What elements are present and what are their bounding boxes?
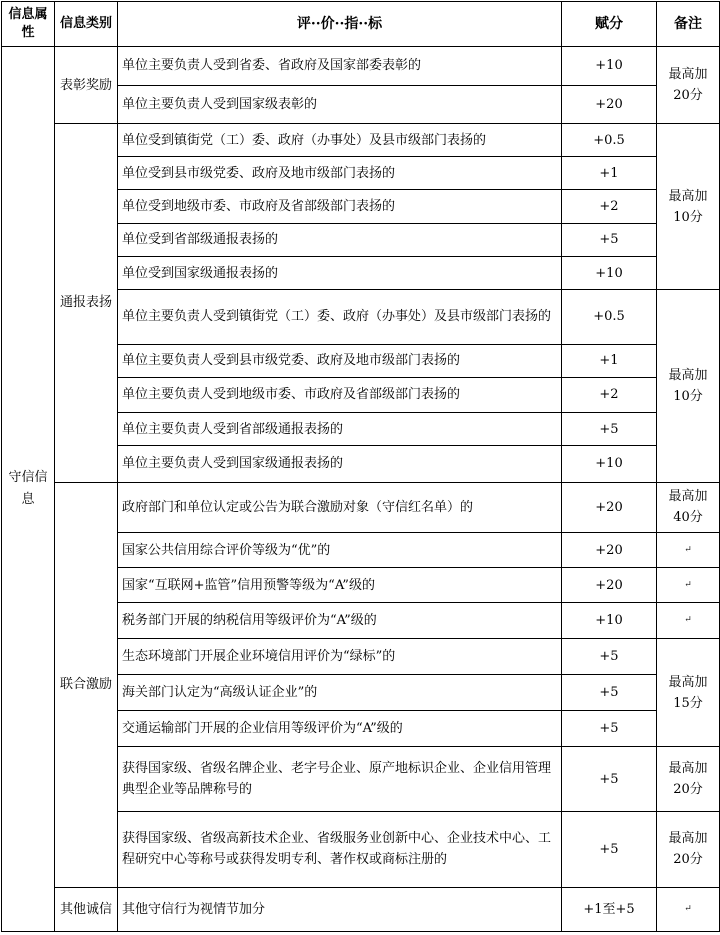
score-cell: +5 [562,638,657,674]
criteria-cell: 单位主要负责人受到国家级表彰的 [118,85,562,123]
header-score: 赋分 [562,2,657,47]
score-cell: +2 [562,190,657,223]
header-row [2,2,720,47]
note-max10-unit: 最高加10分 [657,123,720,289]
header-category: 信息类别 [55,2,118,47]
table-row [2,887,720,931]
criteria-cell: 海关部门认定为“高级认证企业”的 [118,674,562,710]
category-commend: 表彰奖励 [55,47,118,124]
table-row [2,123,720,156]
score-cell: +10 [562,446,657,482]
criteria-cell: 生态环境部门开展企业环境信用评价为“绿标”的 [118,638,562,674]
criteria-cell: 单位受到国家级通报表扬的 [118,256,562,289]
score-cell: +1 [562,157,657,190]
score-cell: +10 [562,256,657,289]
note-max20-commend: 最高加20分 [657,47,720,124]
score-cell: +5 [562,711,657,747]
table-row [2,47,720,85]
header-note: 备注 [657,2,720,47]
score-cell: +20 [562,532,657,567]
note-max15: 最高加15分 [657,638,720,747]
header-criteria: 评··价··指··标 [118,2,562,47]
criteria-cell: 单位受到县市级党委、政府及地市级部门表扬的 [118,157,562,190]
score-cell: +0.5 [562,123,657,156]
criteria-cell: 获得国家级、省级名牌企业、老字号企业、原产地标识企业、企业信用管理典型企业等品牌称号的 [118,747,562,811]
criteria-cell: 交通运输部门开展的企业信用等级评价为“A”级的 [118,711,562,747]
score-cell: +5 [562,811,657,887]
score-cell: +20 [562,85,657,123]
attr-cell: 守信信息 [2,47,55,932]
note-max10-leader: 最高加10分 [657,290,720,482]
category-joint: 联合激励 [55,482,118,887]
score-cell: +2 [562,377,657,412]
score-cell: +5 [562,674,657,710]
score-cell: +10 [562,603,657,638]
criteria-cell: 国家公共信用综合评价等级为“优”的 [118,532,562,567]
criteria-cell: 其他守信行为视情节加分 [118,887,562,931]
table-row [2,482,720,532]
score-cell: +1 [562,344,657,377]
note-empty: ↵ [657,532,720,567]
score-cell: +20 [562,482,657,532]
criteria-cell: 单位主要负责人受到地级市委、市政府及省部级部门表扬的 [118,377,562,412]
criteria-cell: 国家“互联网+监管”信用预警等级为“A”级的 [118,568,562,603]
note-max40: 最高加40分 [657,482,720,532]
score-table [1,1,720,932]
criteria-cell: 税务部门开展的纳税信用等级评价为“A”级的 [118,603,562,638]
criteria-cell: 单位主要负责人受到省部级通报表扬的 [118,413,562,446]
criteria-cell: 单位主要负责人受到镇街党（工）委、政府（办事处）及县市级部门表扬的 [118,290,562,344]
criteria-cell: 单位受到省部级通报表扬的 [118,223,562,256]
criteria-cell: 政府部门和单位认定或公告为联合激励对象（守信红名单）的 [118,482,562,532]
score-cell: +5 [562,223,657,256]
criteria-cell: 获得国家级、省级高新技术企业、省级服务业创新中心、企业技术中心、工程研究中心等称号或获得发明专利、著作权或商标注册的 [118,811,562,887]
criteria-cell: 单位主要负责人受到省委、省政府及国家部委表彰的 [118,47,562,85]
score-cell: +1至+5 [562,887,657,931]
note-empty: ↵ [657,887,720,931]
score-cell: +20 [562,568,657,603]
note-max20-brand: 最高加20分 [657,747,720,811]
header-attr: 信息属性 [2,2,55,47]
score-cell: +5 [562,413,657,446]
category-other: 其他诚信 [55,887,118,931]
category-notice: 通报表扬 [55,123,118,482]
note-max20-tech: 最高加20分 [657,811,720,887]
criteria-cell: 单位受到镇街党（工）委、政府（办事处）及县市级部门表扬的 [118,123,562,156]
note-empty: ↵ [657,568,720,603]
score-cell: +5 [562,747,657,811]
criteria-cell: 单位主要负责人受到国家级通报表扬的 [118,446,562,482]
score-cell: +0.5 [562,290,657,344]
score-cell: +10 [562,47,657,85]
note-empty: ↵ [657,603,720,638]
criteria-cell: 单位受到地级市委、市政府及省部级部门表扬的 [118,190,562,223]
criteria-cell: 单位主要负责人受到县市级党委、政府及地市级部门表扬的 [118,344,562,377]
